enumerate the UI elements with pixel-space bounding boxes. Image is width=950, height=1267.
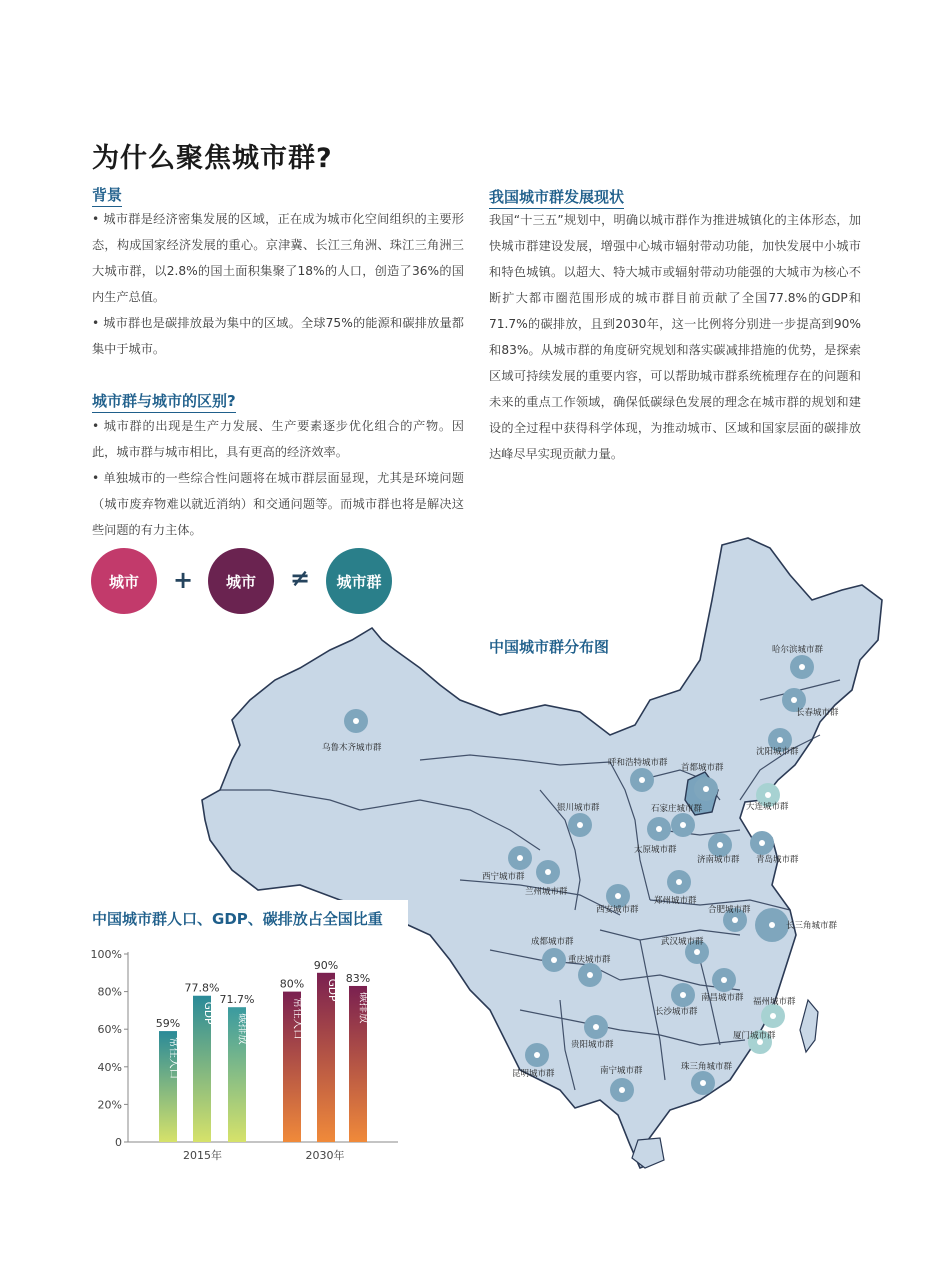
cluster-marker-center (694, 949, 700, 955)
cluster-marker-center (680, 992, 686, 998)
cluster-marker-center (759, 840, 765, 846)
cluster-marker-center (717, 842, 723, 848)
cluster-label: 哈尔滨城市群 (772, 645, 824, 655)
cluster-label: 珠三角城市群 (681, 1062, 733, 1072)
cluster-label: 贵阳城市群 (571, 1040, 614, 1050)
cluster-marker-center (577, 822, 583, 828)
cluster-label: 石家庄城市群 (651, 804, 703, 814)
cluster-marker-center (732, 917, 738, 923)
cluster-label: 太原城市群 (634, 845, 677, 855)
cluster-label: 成都城市群 (531, 937, 574, 947)
cluster-label: 呼和浩特城市群 (608, 758, 668, 768)
cluster-marker-center (551, 957, 557, 963)
bar-series-label: GDP (326, 978, 338, 1002)
cluster-label: 南昌城市群 (701, 993, 744, 1003)
background-bullet-2: • 城市群也是碳排放最为集中的区域。全球75%的能源和碳排放量都集中于城市。 (92, 316, 464, 356)
cluster-marker-center (676, 879, 682, 885)
taiwan-island (800, 1000, 818, 1052)
background-body (92, 206, 464, 362)
cluster-label: 南宁城市群 (600, 1066, 643, 1076)
cluster-label: 大连城市群 (746, 802, 789, 812)
y-tick-label: 80% (97, 985, 122, 999)
city-circle-1: 城市 (91, 548, 157, 614)
cluster-marker-center (680, 822, 686, 828)
cluster-label: 西宁城市群 (482, 872, 525, 882)
bar-value-label: 80% (279, 977, 305, 991)
cluster-marker-center (593, 1024, 599, 1030)
difference-body (92, 413, 464, 543)
difference-bullet-2: • 单独城市的一些综合性问题将在城市群层面显现，尤其是环境问题（城市废弃物难以就近消纳）和交通问题等。而城市群也将是解决这些问题的有力主体。 (92, 471, 464, 537)
y-tick-label: 0 (115, 1136, 122, 1149)
cluster-marker-center (639, 777, 645, 783)
cluster-marker-center (619, 1087, 625, 1093)
cluster-label: 重庆城市群 (568, 955, 611, 965)
cluster-marker-center (545, 869, 551, 875)
cluster-marker-center (703, 786, 709, 792)
bar-series-label: 碳排放 (237, 1013, 249, 1045)
bar-series-label: GDP (202, 1001, 214, 1025)
bar-chart (86, 900, 408, 1175)
cluster-marker-center (791, 697, 797, 703)
bar-series-label: 常住人口 (168, 1037, 180, 1080)
cluster-label: 沈阳城市群 (756, 747, 799, 757)
cluster-marker-center (656, 826, 662, 832)
cluster-label: 厦门城市群 (733, 1031, 776, 1041)
cluster-label: 长沙城市群 (655, 1007, 698, 1017)
city-cluster-circle: 城市群 (326, 548, 392, 614)
cluster-label: 郑州城市群 (654, 896, 697, 906)
cluster-label: 济南城市群 (697, 855, 740, 865)
cluster-label: 银川城市群 (557, 803, 600, 813)
y-tick-label: 40% (97, 1060, 122, 1074)
cluster-marker-center (765, 792, 771, 798)
difference-heading: 城市群与城市的区别? (92, 390, 236, 413)
bar-value-label: 71.7% (219, 993, 255, 1007)
cluster-marker-center (353, 718, 359, 724)
cluster-label: 长三角城市群 (786, 921, 838, 931)
x-category-label: 2030年 (305, 1149, 345, 1162)
cluster-marker-center (587, 972, 593, 978)
cluster-label: 首都城市群 (681, 763, 724, 773)
city-circle-2: 城市 (208, 548, 274, 614)
y-tick-label: 100% (90, 948, 122, 961)
bar-value-label: 83% (345, 971, 371, 985)
cluster-label: 乌鲁木齐城市群 (322, 743, 382, 753)
cluster-marker-center (769, 922, 775, 928)
cluster-label: 西安城市群 (596, 905, 639, 915)
cluster-label: 兰州城市群 (525, 887, 568, 897)
chart-title: 中国城市群人口、GDP、碳排放占全国比重 (92, 910, 383, 928)
status-body (489, 207, 861, 467)
x-category-label: 2015年 (183, 1149, 222, 1162)
not-equal-sign: ≠ (290, 564, 311, 592)
bar-series-label: 常住人口 (292, 997, 304, 1040)
status-heading: 我国城市群发展现状 (489, 186, 624, 209)
cluster-marker-center (700, 1080, 706, 1086)
cluster-marker-center (770, 1013, 776, 1019)
cluster-marker-center (517, 855, 523, 861)
cluster-label: 昆明城市群 (512, 1069, 555, 1079)
cluster-label: 合肥城市群 (708, 905, 751, 915)
status-text: 我国“十三五”规划中，明确以城市群作为推进城镇化的主体形态，加快城市群建设发展，增强中心城市辐射带动功能，加快发展中小城市和特色城镇。以超大、特大城市或辐射带动功能强的大城市为核心不断扩大都市圈范围形成的城市群目前贡献了全国77.8%的GDP和71.7%的碳排放，且到2030年，这一比例将分别进一步提高到90%和83%。从城市群的角度研究规划和落实碳减排措施的优势，是探索区域可持续发展的重要内容，可以帮助城市群系统梳理存在的问题和未来的重点工作领域，确保低碳绿色发展的理念在城市群的规划和建设的全过程中获得科学体现，为推动城市、区域和国家层面的碳排放达峰尽早实现贡献力量。 (489, 213, 861, 461)
cluster-label: 福州城市群 (753, 997, 796, 1007)
hainan-island (632, 1138, 664, 1168)
background-heading: 背景 (92, 184, 122, 207)
bar-value-label: 90% (313, 958, 339, 972)
cluster-marker-center (534, 1052, 540, 1058)
page-title: 为什么聚焦城市群? (92, 143, 333, 174)
cluster-marker-center (777, 737, 783, 743)
bar-value-label: 77.8% (184, 981, 220, 995)
cluster-label: 武汉城市群 (661, 937, 704, 947)
map-title: 中国城市群分布图 (489, 638, 610, 656)
y-tick-label: 20% (97, 1098, 122, 1112)
cluster-label: 青岛城市群 (756, 855, 799, 865)
chart-panel (86, 900, 408, 1180)
difference-bullet-1: • 城市群的出现是生产力发展、生产要素逐步优化组合的产物。因此，城市群与城市相比，具有更高的经济效率。 (92, 419, 464, 459)
cluster-marker-center (799, 664, 805, 670)
cluster-marker-center (615, 893, 621, 899)
y-tick-label: 60% (97, 1023, 122, 1037)
cluster-label: 长春城市群 (796, 708, 839, 718)
bar-value-label: 59% (155, 1017, 181, 1031)
plus-sign: + (173, 566, 194, 594)
cluster-marker-center (721, 977, 727, 983)
bar-series-label: 碳排放 (358, 991, 370, 1024)
background-bullet-1: • 城市群是经济密集发展的区域，正在成为城市化空间组织的主要形态，构成国家经济发展的重心。京津冀、长江三角洲、珠江三角洲三大城市群，以2.8%的国土面积集聚了18%的人口，创造了36%的国内生产总值。 (92, 212, 464, 304)
